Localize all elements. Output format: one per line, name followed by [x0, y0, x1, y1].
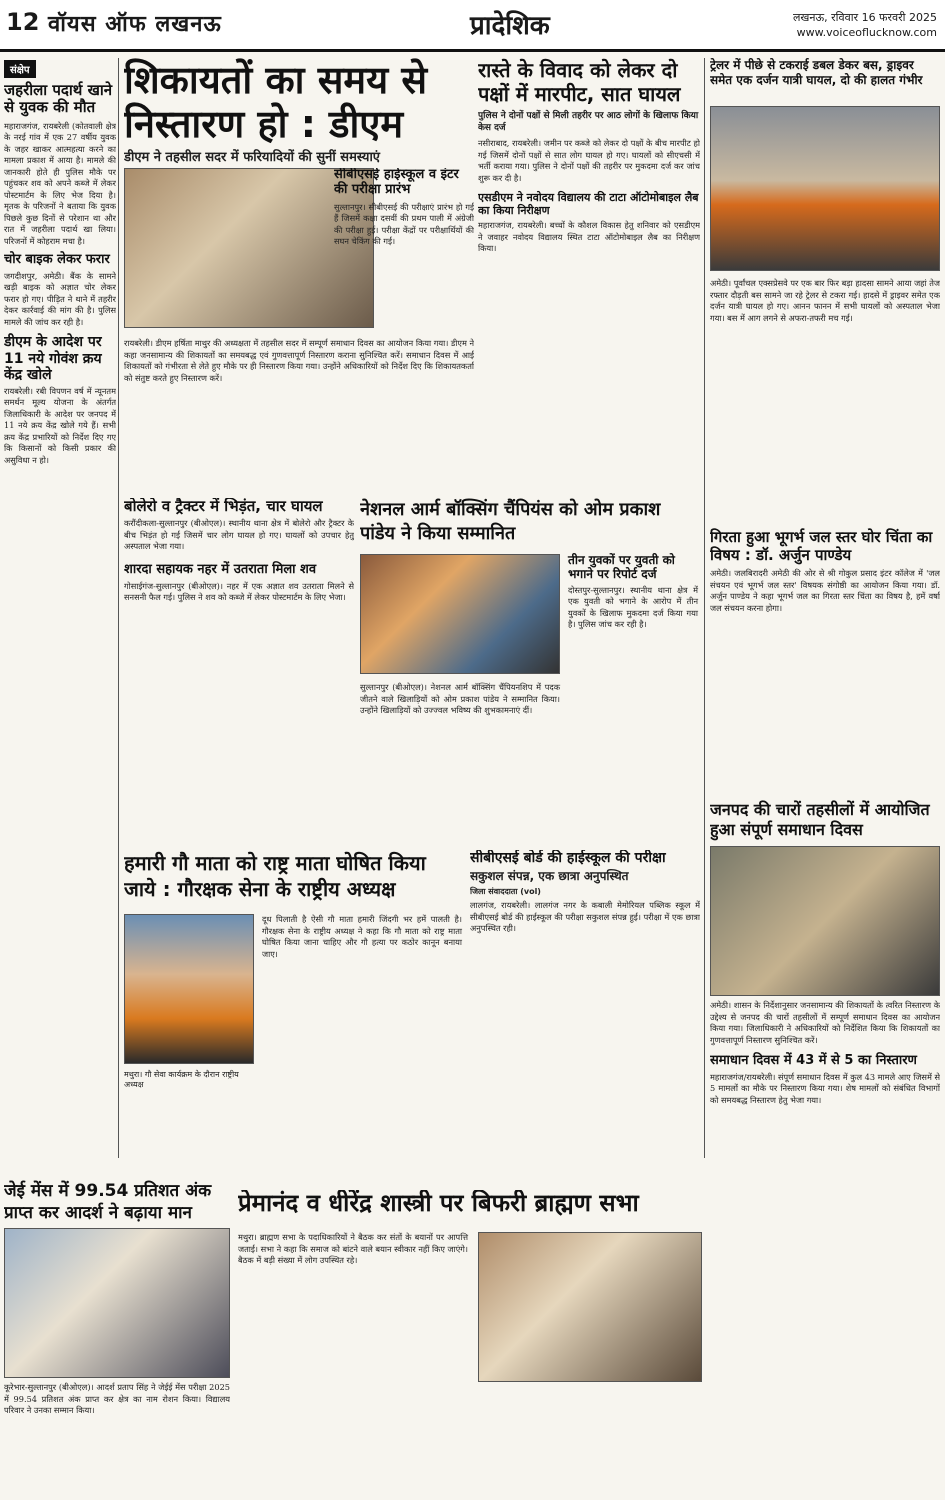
accident-headline: ट्रेलर में पीछे से टकराई डबल डेकर बस, ड्राइवर समेत एक दर्जन यात्री घायल, दो की हालत गंभीर: [710, 58, 923, 87]
accident-story: [710, 58, 940, 528]
boxing-headline: नेशनल आर्म बॉक्सिंग चैंपियंस को ओम प्रकाश पांडेय ने किया सम्मानित: [360, 499, 661, 544]
website: www.voiceoflucknow.com: [796, 26, 937, 39]
jhagda-body: नसीराबाद, रायबरेली। जमीन पर कब्जे को लेकर दो पक्षों के बीच मारपीट हो गई जिसमें दोनों पक्षों से सात लोग घायल हो गए। घायलों को सीएचसी में भर्ती कराया गया। पुलिस ने दोनों पक्षों की तहरीर पर मुकदमा दर्ज कर जांच शुरू कर दी है।: [478, 138, 700, 183]
sankshep-tag: संक्षेप: [4, 60, 36, 78]
section-title: प्रादेशिक: [470, 11, 550, 41]
abduction-body: दोस्तपुर-सुल्तानपुर। स्थानीय थाना क्षेत्र में एक युवती को भगाने के आरोप में तीन युवकों के खिलाफ मुकदमा दर्ज किया गया है। पुलिस जांच कर रही है।: [568, 584, 698, 630]
brahmin-body: मथुरा। ब्राह्मण सभा के पदाधिकारियों ने बैठक कर संतों के बयानों पर आपत्ति जताई। सभा ने कहा कि समाज को बांटने वाले बयान स्वीकार नहीं किए जाएंगे। बैठक में बड़ी संख्या में लोग उपस्थित रहे।: [238, 1232, 468, 1265]
tractor-story: [124, 498, 354, 838]
date-line: लखनऊ, रविवार 16 फरवरी 2025: [792, 11, 937, 24]
paper-name: वॉयस ऑफ लखनऊ: [48, 12, 222, 37]
cbse1-story: [334, 168, 474, 498]
accident-photo: [710, 106, 940, 271]
sankshep-headline-1: जहरीला पदार्थ खाने से युवक की मौत: [4, 81, 113, 117]
boxing-photo: [360, 554, 560, 674]
jhagda-headline: रास्ते के विवाद को लेकर दो पक्षों में मारपीट, सात घायल: [478, 58, 681, 106]
cbse2-dateline: जिला संवाददाता (vol): [470, 887, 541, 897]
gaumata-story: [124, 850, 464, 1180]
boxing-story: [360, 498, 700, 838]
sankshep-body-1: महाराजगंज, रायबरेली (कोतवाली क्षेत्र के नरई गांव में एक 27 वर्षीय युवक के जहर खाकर आत्महत्या करने का मामला प्रकाश में आया है। मामले की जानकारी होते ही पुलिस मौके पर पहुंचकर शव को अपने कब्जे में लेकर पोस्टमार्टम के लिए भेज दिया है। मृतक के परिजनों ने बताया कि युवक पिछले कुछ दिनों से परेशान था और रात में जहरीला पदार्थ खा लिया। परिजनों में कोहराम मचा है।: [4, 120, 116, 246]
cbse1-headline: सीबीएसई हाईस्कूल व इंटर की परीक्षा प्रारंभ: [334, 168, 459, 197]
jee-headline: जेई मेंस में 99.54 प्रतिशत अंक प्राप्त कर आदर्श ने बढ़ाया मान: [4, 1181, 212, 1223]
gaumata-caption: मथुरा। गौ सेवा कार्यक्रम के दौरान राष्ट्रीय अध्यक्ष: [124, 1070, 239, 1089]
samadhan-story: [710, 800, 940, 1490]
column-rule: [704, 58, 705, 1158]
sankshep-column: [4, 58, 116, 1158]
column-rule: [118, 58, 119, 1158]
sankshep-body-2: जगदीशपुर, अमेठी। बैंक के सामने खड़ी बाइक को अज्ञात चोर लेकर फरार हो गए। पीड़ित ने थाने में तहरीर देकर कार्रवाई की मांग की है। पुलिस मामले की जांच कर रही है।: [4, 270, 116, 327]
abduction-story: [568, 554, 698, 631]
gaumata-photo: [124, 914, 254, 1064]
navodaya-body: महाराजगंज, रायबरेली। बच्चों के कौशल विकास हेतु शनिवार को एसडीएम ने जवाहर नवोदय विद्यालय स्थित टाटा ऑटोमोबाइल लैब का निरीक्षण किया।: [478, 220, 700, 254]
brahmin-headline: प्रेमानंद व धीरेंद्र शास्त्री पर बिफरी ब्राह्मण सभा: [238, 1190, 639, 1217]
sankshep-headline-3: डीएम के आदेश पर 11 नये गोवंश क्रय केंद्र खोले: [4, 334, 102, 383]
cbse2-headline: सीबीएसई बोर्ड की हाईस्कूल की परीक्षा: [470, 850, 666, 866]
tractor-headline: बोलेरो व ट्रैक्टर में भिड़ंत, चार घायल: [124, 498, 323, 515]
jee-photo: [4, 1228, 230, 1378]
masthead: [0, 0, 945, 52]
gaumata-body: दूध पिलाती है ऐसी गौ माता हमारी जिंदगी भर हमें पालती है। गौरक्षक सेना के राष्ट्रीय अध्यक्ष ने कहा कि गौ माता को राष्ट्र माता घोषित किया जाना चाहिए और गौ हत्या पर कठोर कानून बनाया जाए।: [262, 914, 462, 959]
jhagda-story: [478, 58, 700, 498]
jhagda-deck: पुलिस ने दोनों पक्षों से मिली तहरीर पर आठ लोगों के खिलाफ किया केस दर्ज: [478, 111, 699, 133]
jee-story: [4, 1180, 230, 1492]
sankshep-headline-2: चोर बाइक लेकर फरार: [4, 252, 110, 267]
groundwater-story: [710, 528, 940, 798]
lead-subhead: डीएम ने तहसील सदर में फरियादियों की सुनीं समस्याएं: [124, 150, 380, 165]
navodaya-headline: एसडीएम ने नवोदय विद्यालय की टाटा ऑटोमोबाइल लैब का किया निरीक्षण: [478, 191, 699, 217]
masthead-right: [793, 10, 937, 40]
sharda-body: गोसाईगंज-सुल्तानपुर (बीओएल)। नहर में एक अज्ञात शव उतराता मिलने से सनसनी फैल गई। पुलिस ने शव को कब्जे में लेकर पोस्टमार्टम के लिए भेजा।: [124, 580, 354, 603]
cbse1-body: सुल्तानपुर। सीबीएसई की परीक्षाएं प्रारंभ हो गई हैं जिसमें कक्षा दसवीं की प्रथम पाली में अंग्रेजी की परीक्षा हुई। परीक्षा केंद्रों पर परीक्षार्थियों की सघन चेकिंग की गई।: [334, 201, 474, 247]
groundwater-headline: गिरता हुआ भूगर्भ जल स्तर घोर चिंता का विषय : डॉ. अर्जुन पाण्डेय: [710, 528, 933, 564]
cbse2-subhead: सकुशल संपन्न, एक छात्रा अनुपस्थित: [470, 869, 629, 884]
brahmin-story: [238, 1190, 704, 1492]
sankshep-body-3: रायबरेली। रबी विपणन वर्ष में न्यूनतम समर्थन मूल्य योजना के अंतर्गत जिलाधिकारी के आदेश पर जनपद में 11 नये क्रय केंद्र खोले गये हैं। सभी क्रय केंद्र प्रभारियों को निर्देश दिए गए कि किसानों को किसी प्रकार की असुविधा न हो।: [4, 385, 116, 465]
lead-headline: शिकायतों का समय से निस्तारण हो : डीएम: [124, 58, 428, 146]
mahrajganj43-headline: समाधान दिवस में 43 में से 5 का निस्तारण: [710, 1053, 917, 1068]
cbse2-body: लालगंज, रायबरेली। लालगंज नगर के कबाली मेमोरियल पब्लिक स्कूल में सीबीएसई बोर्ड की हाईस्कूल की परीक्षा सकुशल संपन्न हुई। परीक्षा में एक छात्रा अनुपस्थित रही।: [470, 900, 700, 934]
brahmin-photo: [478, 1232, 702, 1382]
lead-body: रायबरेली। डीएम हर्षिता माथुर की अध्यक्षता में तहसील सदर में सम्पूर्ण समाधान दिवस का आयोजन किया गया। डीएम ने कहा जनसामान्य की शिकायतों का समयबद्ध एवं गुणवत्तापूर्ण निस्तारण कराना सुनिश्चित करें। समाधान दिवस में आई शिकायतों को गंभीरता से लेते हुए मौके पर ही निस्तारण किया गया। उन्होंने अधिकारियों को निर्देश दिए कि शिकायतकर्ता को संतुष्ट करते हुए निस्तारण करें।: [124, 338, 474, 383]
samadhan-body: अमेठी। शासन के निर्देशानुसार जनसामान्य की शिकायतों के त्वरित निस्तारण के उद्देश्य से जनपद की चारों तहसीलों में सम्पूर्ण समाधान दिवस का आयोजन किया गया। जिलाधिकारी ने अधिकारियों को निर्देशित किया कि शिकायतों का गुणवत्तापूर्ण निस्तारण सुनिश्चित करें।: [710, 1000, 940, 1045]
cbse2-story: [470, 850, 700, 1170]
mahrajganj43-body: महाराजगंज/रायबरेली। संपूर्ण समाधान दिवस में कुल 43 मामले आए जिसमें से 5 मामलों का मौके पर निस्तारण किया गया। शेष मामलों को संबंधित विभागों को समयबद्ध निस्तारण हेतु भेजा गया।: [710, 1071, 940, 1105]
samadhan-photo: [710, 846, 940, 996]
gaumata-headline: हमारी गौ माता को राष्ट्र माता घोषित किया जाये : गौरक्षक सेना के राष्ट्रीय अध्यक्ष: [124, 851, 426, 901]
groundwater-body: अमेठी। जलबिरादरी अमेठी की ओर से श्री गोकुल प्रसाद इंटर कॉलेज में 'जल संचयन एवं भूगर्भ जल स्तर' विषयक संगोष्ठी का आयोजन किया गया। डॉ. अर्जुन पाण्डेय ने कहा भूगर्भ जल का गिरता स्तर चिंता का विषय है, हमें वर्षा जल संचयन करना होगा।: [710, 568, 940, 613]
samadhan-headline: जनपद की चारों तहसीलों में आयोजित हुआ संपूर्ण समाधान दिवस: [710, 800, 930, 839]
tractor-body: करौंदीकला-सुल्तानपुर (बीओएल)। स्थानीय थाना क्षेत्र में बोलेरो और ट्रैक्टर के बीच भिड़ंत हो गई जिसमें चार लोग घायल हो गए। घायलों को उपचार हेतु अस्पताल भेजा गया।: [124, 518, 354, 552]
abduction-headline: तीन युवकों पर युवती को भगाने पर रिपोर्ट दर्ज: [568, 553, 675, 581]
page-number: 12: [6, 8, 40, 36]
jee-body: कूरेभार-सुल्तानपुर (बीओएल)। आदर्श प्रताप सिंह ने जेईई मेंस परीक्षा 2025 में 99.54 प्रतिशत अंक प्राप्त कर क्षेत्र का नाम रोशन किया। विद्यालय परिवार ने उनका सम्मान किया।: [4, 1382, 230, 1415]
boxing-body: सुल्तानपुर (बीओएल)। नेशनल आर्म बॉक्सिंग चैंपियनशिप में पदक जीतने वाले खिलाड़ियों को ओम प्रकाश पांडेय ने सम्मानित किया। उन्होंने खिलाड़ियों को उज्ज्वल भविष्य की शुभकामनाएं दीं।: [360, 682, 560, 715]
accident-body: अमेठी। पूर्वांचल एक्सप्रेसवे पर एक बार फिर बड़ा हादसा सामने आया जहां तेज रफ्तार दौड़ती बस सामने जा रहे ट्रेलर से टकरा गई। हादसे में ड्राइवर समेत एक दर्जन यात्री घायल हो गए। आनन फानन में सभी घायलों को अस्पताल भेजा गया। बस में आग लगने से अफरा-तफरी मच गई।: [710, 278, 940, 323]
sharda-headline: शारदा सहायक नहर में उतराता मिला शव: [124, 561, 317, 577]
